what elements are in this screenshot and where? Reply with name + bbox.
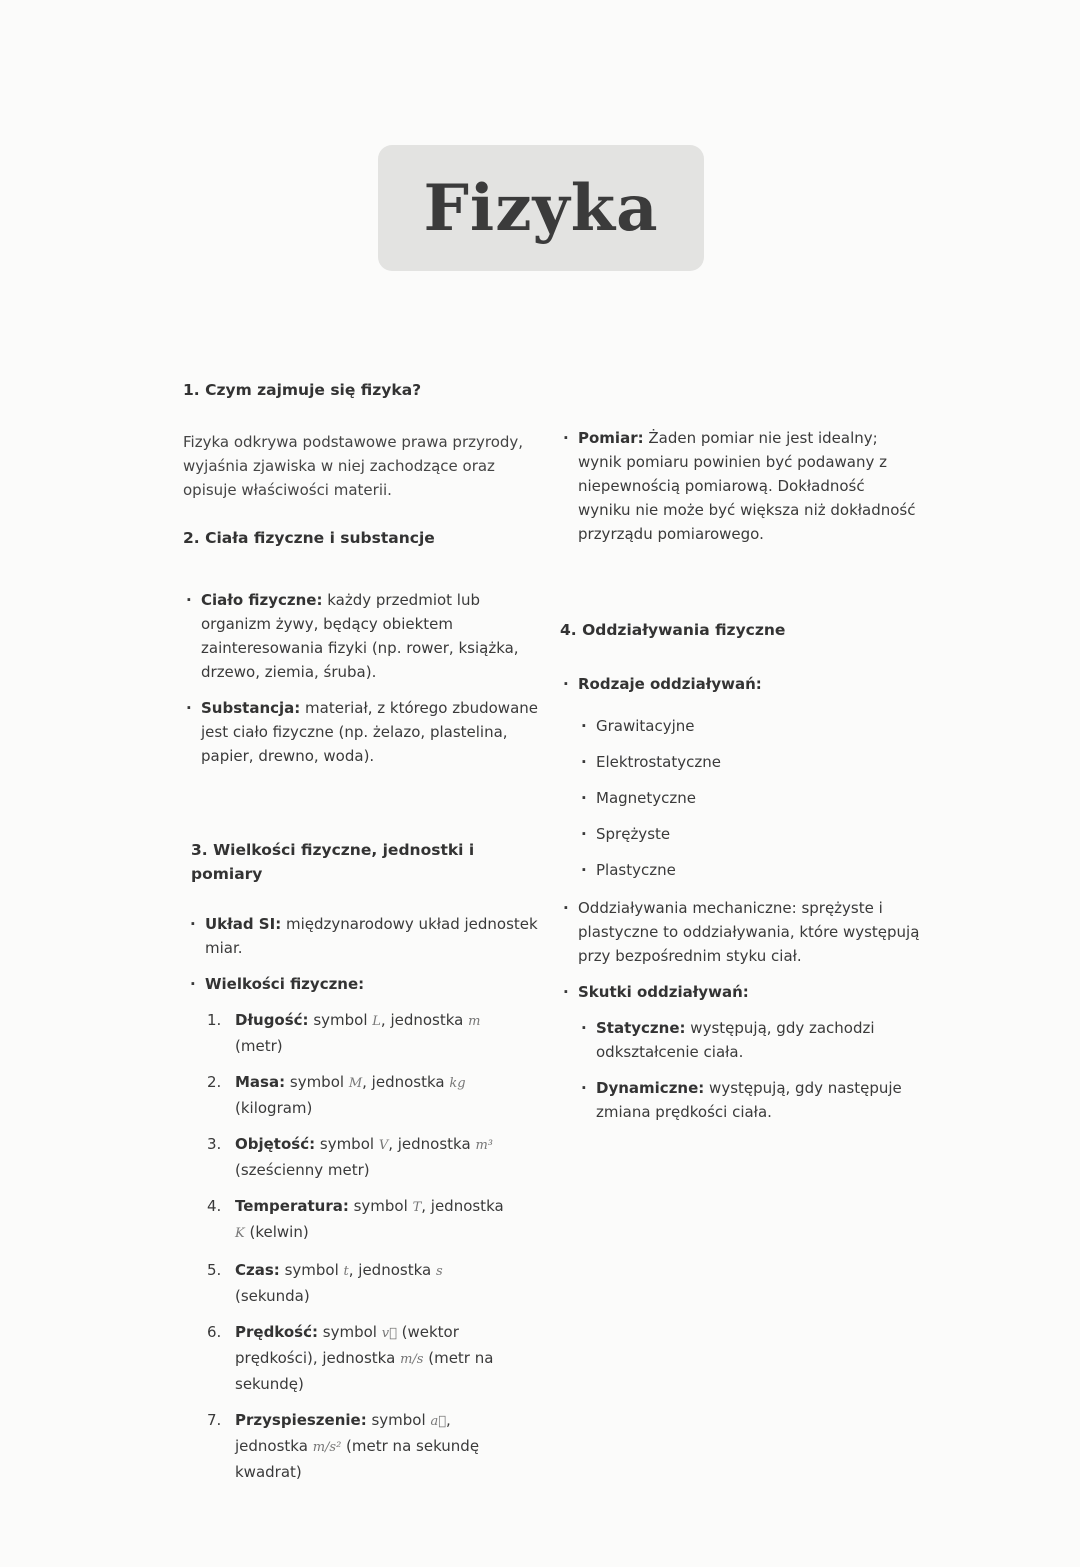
quantity-item: [207, 1008, 517, 1058]
section-4-heading: 4. Oddziaływania fizyczne: [560, 621, 786, 639]
text: (wektor prędkości), jednostka: [235, 1323, 459, 1367]
section-1-text: Fizyka odkrywa podstawowe prawa przyrody, wyjaśnia zjawiska w niej zachodzące oraz opisuje właściwości materii.: [183, 433, 524, 499]
term: Dynamiczne:: [596, 1079, 705, 1097]
quantity-item: [207, 1132, 517, 1182]
term: Objętość:: [235, 1135, 316, 1153]
definition: każdy przedmiot lub organizm żywy, będący obiektem zainteresowania fizyki (np. rower, książka, drzewo, ziemia, śruba).: [201, 591, 519, 681]
list-item: · Oddziaływania mechaniczne: sprężyste i plastyczne to oddziaływania, które występują przy bezpośrednim styku ciał.: [560, 896, 920, 968]
section-2-list: [183, 588, 543, 768]
definition: międzynarodowy układ jednostek miar.: [205, 915, 538, 957]
effect-item: [578, 1016, 920, 1064]
term: Substancja:: [201, 699, 301, 717]
term: Przyspieszenie:: [235, 1411, 367, 1429]
text: , jednostka: [362, 1073, 450, 1091]
text: symbol: [315, 1135, 379, 1153]
text: , jednostka: [348, 1261, 436, 1279]
symbol: T: [412, 1200, 422, 1215]
unit: kg: [449, 1076, 466, 1091]
term: Układ SI:: [205, 915, 282, 933]
section-3-list: [183, 912, 543, 996]
list-item: [183, 588, 543, 684]
list-item: [183, 696, 543, 768]
text: (metr): [235, 1037, 283, 1055]
symbol: L: [372, 1014, 381, 1029]
symbol: a⃗: [430, 1414, 446, 1429]
item-number: 7.: [207, 1411, 222, 1429]
text: (metr na sekundę kwadrat): [235, 1437, 480, 1481]
symbol: t: [343, 1264, 349, 1279]
term: Statyczne:: [596, 1019, 686, 1037]
definition: Żaden pomiar nie jest idealny; wynik pomiaru powinien być podawany z niepewnością pomiarową. Dokładność wyniku nie może być większa niż dokładność przyrządu pomiarowego.: [578, 429, 916, 543]
types-list: [578, 708, 920, 888]
quantity-item: [207, 1070, 517, 1120]
text: (kelwin): [244, 1223, 309, 1241]
quantity-item: [207, 1258, 517, 1308]
right-column: [560, 426, 920, 1124]
item-number: 2.: [207, 1073, 222, 1091]
list-item: [187, 972, 543, 996]
term: Czas:: [235, 1261, 280, 1279]
item-number: 1.: [207, 1011, 222, 1029]
type-item: · Grawitacyjne: [578, 708, 920, 744]
symbol: M: [348, 1076, 363, 1091]
type-item: · Sprężyste: [578, 816, 920, 852]
unit: K: [235, 1226, 245, 1241]
effects-list: [578, 1016, 920, 1124]
type-item: · Elektrostatyczne: [578, 744, 920, 780]
term: Długość:: [235, 1011, 309, 1029]
symbol: V: [378, 1138, 389, 1153]
text: symbol: [308, 1011, 373, 1029]
title-box: [378, 145, 704, 271]
quantity-item: [207, 1320, 517, 1396]
definition: występują, gdy następuje zmiana prędkości ciała.: [596, 1079, 902, 1121]
term: Temperatura:: [235, 1197, 349, 1215]
section-3-heading: 3. Wielkości fizyczne, jednostki i pomiary: [191, 841, 475, 883]
list-item: [560, 980, 920, 1124]
effect-item: [578, 1076, 920, 1124]
term: Wielkości fizyczne:: [205, 975, 365, 993]
text: (sześcienny metr): [235, 1161, 370, 1179]
section-2-heading: 2. Ciała fizyczne i substancje: [183, 529, 435, 547]
text: , jednostka: [421, 1197, 504, 1215]
term: Prędkość:: [235, 1323, 318, 1341]
quantities-list: [183, 1008, 517, 1484]
text: symbol: [348, 1197, 413, 1215]
quantity-item: [207, 1408, 517, 1484]
left-column: [183, 378, 543, 1484]
unit: m/s: [400, 1352, 424, 1367]
term: Pomiar:: [578, 429, 644, 447]
unit: m/s²: [312, 1440, 342, 1455]
unit: m: [468, 1014, 481, 1029]
item-number: 3.: [207, 1135, 222, 1153]
term: Rodzaje oddziaływań:: [578, 675, 762, 693]
term: Ciało fizyczne:: [201, 591, 323, 609]
term: Skutki oddziaływań:: [578, 983, 749, 1001]
type-item: · Magnetyczne: [578, 780, 920, 816]
list-item: [560, 672, 920, 888]
section-1-heading: 1. Czym zajmuje się fizyka?: [183, 381, 422, 399]
item-number: 6.: [207, 1323, 222, 1341]
type-item: · Plastyczne: [578, 852, 920, 888]
text: symbol: [285, 1073, 349, 1091]
unit: m³: [475, 1138, 493, 1153]
definition: występują, gdy zachodzi odkształcenie ciała.: [596, 1019, 875, 1061]
quantity-item: [207, 1194, 517, 1246]
term: Masa:: [235, 1073, 286, 1091]
list-item: [560, 426, 920, 546]
item-number: 4.: [207, 1197, 222, 1215]
text: (kilogram): [235, 1099, 313, 1117]
list-item: [187, 912, 543, 960]
text: , jednostka: [388, 1135, 476, 1153]
item-number: 5.: [207, 1261, 222, 1279]
text: symbol: [279, 1261, 344, 1279]
section-4-list: [560, 672, 920, 1124]
symbol: v⃗: [381, 1326, 397, 1341]
text: , jednostka: [235, 1411, 451, 1455]
text: (metr na sekundę): [235, 1349, 494, 1393]
page-title: Fizyka: [423, 170, 659, 246]
text: (sekunda): [235, 1287, 310, 1305]
text: symbol: [318, 1323, 382, 1341]
definition: materiał, z którego zbudowane jest ciało fizyczne (np. żelazo, plastelina, papier, drewno, woda).: [201, 699, 539, 765]
unit: s: [435, 1264, 443, 1279]
text: symbol: [366, 1411, 431, 1429]
pomiar-list: [560, 426, 920, 546]
text: , jednostka: [380, 1011, 469, 1029]
